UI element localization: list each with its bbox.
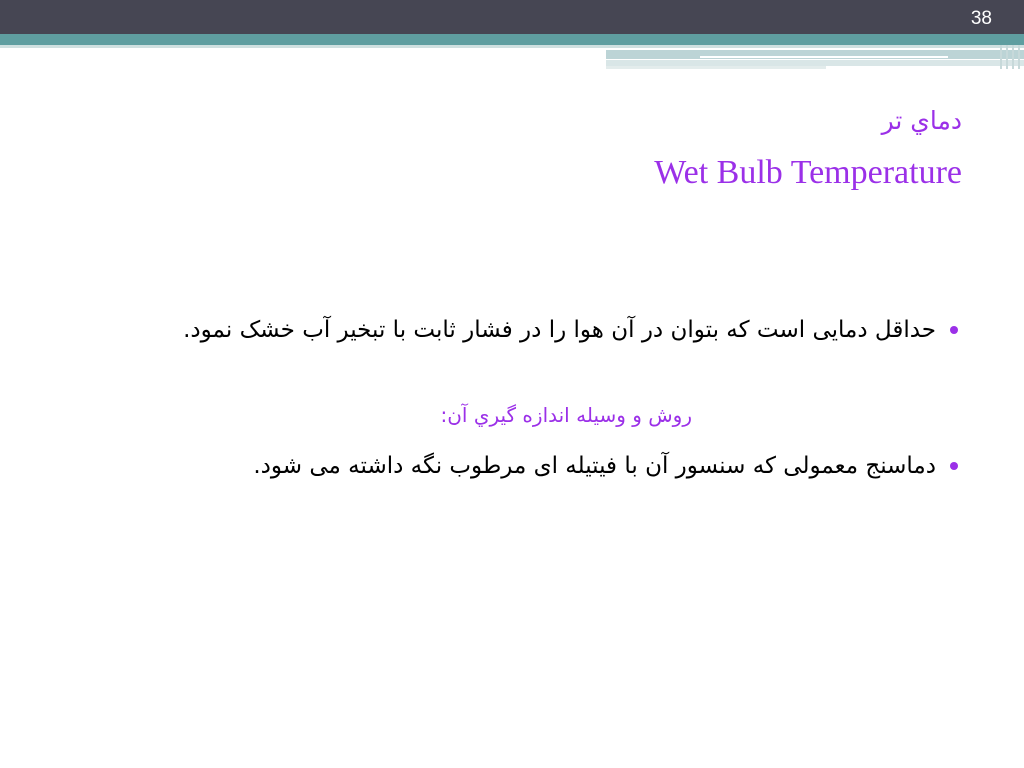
- bullet-text: حداقل دمایی است که بتوان در آن هوا را در فشار ثابت با تبخیر آب خشک نمود.: [183, 317, 936, 343]
- header-accent-bar: [0, 34, 1024, 45]
- slide-number: 38: [970, 8, 992, 29]
- header-vertical-lines: [996, 45, 1024, 69]
- bullet-item: [116, 305, 962, 355]
- slide-title-persian: دماي تر: [881, 106, 962, 135]
- bullet-icon: [950, 326, 958, 334]
- slide-body: [142, 305, 962, 491]
- slide-title-english: Wet Bulb Temperature: [654, 154, 962, 191]
- bullet-icon: [950, 462, 958, 470]
- bullet-item: [142, 441, 962, 491]
- header-bar: [0, 0, 1024, 34]
- header-stripe: [606, 66, 826, 69]
- header-stripe-highlight: [700, 56, 948, 58]
- header-accent-line: [0, 45, 1024, 48]
- bullet-text: دماسنج معمولی که سنسور آن با فیتیله ای مرطوب نگه داشته می شود.: [253, 453, 936, 479]
- subheading: روش و وسیله اندازه گیري آن:: [440, 403, 692, 427]
